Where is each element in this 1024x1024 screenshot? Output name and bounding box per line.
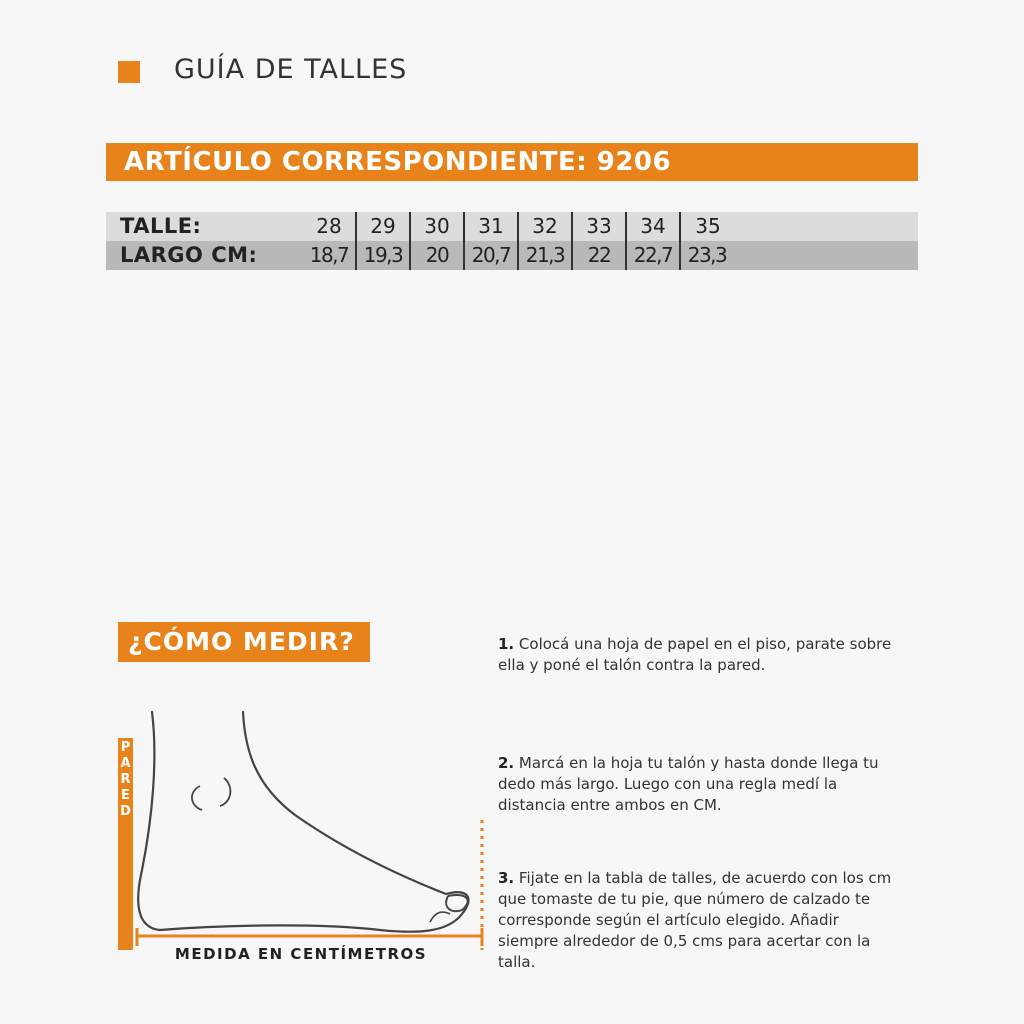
talle-row bbox=[106, 212, 918, 241]
toe-line bbox=[430, 912, 450, 922]
largo-cell: 23,3 bbox=[679, 241, 733, 270]
wall-letter: D bbox=[120, 804, 131, 819]
largo-cell: 20 bbox=[411, 241, 465, 270]
wall-letter: E bbox=[121, 788, 130, 803]
wall-letter: P bbox=[120, 740, 131, 755]
talle-cell: 34 bbox=[627, 212, 681, 241]
talle-cell: 33 bbox=[573, 212, 627, 241]
step-number: 3. bbox=[498, 869, 515, 887]
ankle-bone bbox=[220, 778, 230, 806]
how-to-measure-banner bbox=[118, 622, 370, 662]
talle-header: TALLE: bbox=[120, 214, 202, 238]
toe-outline bbox=[446, 895, 468, 911]
step-number: 2. bbox=[498, 754, 515, 772]
article-banner bbox=[106, 143, 918, 181]
title-square-icon bbox=[118, 61, 140, 83]
wall-letter: R bbox=[120, 772, 131, 787]
step-text: Marcá en la hoja tu talón y hasta donde llega tu dedo más largo. Luego con una regla medí la distancia entre ambos en CM. bbox=[498, 754, 879, 814]
wall-letter: A bbox=[120, 756, 131, 771]
largo-cell: 18,7 bbox=[303, 241, 357, 270]
largo-cell: 22 bbox=[573, 241, 627, 270]
foot-outline bbox=[138, 712, 468, 932]
step-1 bbox=[498, 634, 898, 676]
page-title: GUÍA DE TALLES bbox=[174, 54, 408, 85]
talle-cell: 35 bbox=[695, 214, 721, 238]
largo-cell: 19,3 bbox=[357, 241, 411, 270]
step-2 bbox=[498, 753, 898, 816]
largo-row bbox=[106, 241, 918, 270]
largo-cell: 20,7 bbox=[465, 241, 519, 270]
step-text: Colocá una hoja de papel en el piso, parate sobre ella y poné el talón contra la pared. bbox=[498, 635, 892, 674]
step-number: 1. bbox=[498, 635, 515, 653]
talle-cell: 31 bbox=[465, 212, 519, 241]
largo-header: LARGO CM: bbox=[120, 243, 258, 267]
size-table bbox=[106, 212, 918, 270]
talle-cell: 28 bbox=[303, 212, 357, 241]
article-label: ARTÍCULO CORRESPONDIENTE: 9206 bbox=[124, 147, 672, 177]
ankle-bone bbox=[192, 786, 202, 810]
largo-cell: 22,7 bbox=[627, 241, 681, 270]
talle-cell: 30 bbox=[411, 212, 465, 241]
foot-illustration-icon bbox=[130, 700, 500, 960]
talle-cell: 32 bbox=[519, 212, 573, 241]
largo-cell: 21,3 bbox=[519, 241, 573, 270]
measure-caption: MEDIDA EN CENTÍMETROS bbox=[156, 942, 446, 966]
step-text: Fijate en la tabla de talles, de acuerdo con los cm que tomaste de tu pie, que número de calzado te corresponde según el artículo elegido. Añadir siempre alrededor de 0,5 cms para acertar con la talla. bbox=[498, 869, 892, 971]
talle-cell: 29 bbox=[357, 212, 411, 241]
step-3 bbox=[498, 868, 898, 973]
how-to-measure-title: ¿CÓMO MEDIR? bbox=[128, 627, 355, 656]
